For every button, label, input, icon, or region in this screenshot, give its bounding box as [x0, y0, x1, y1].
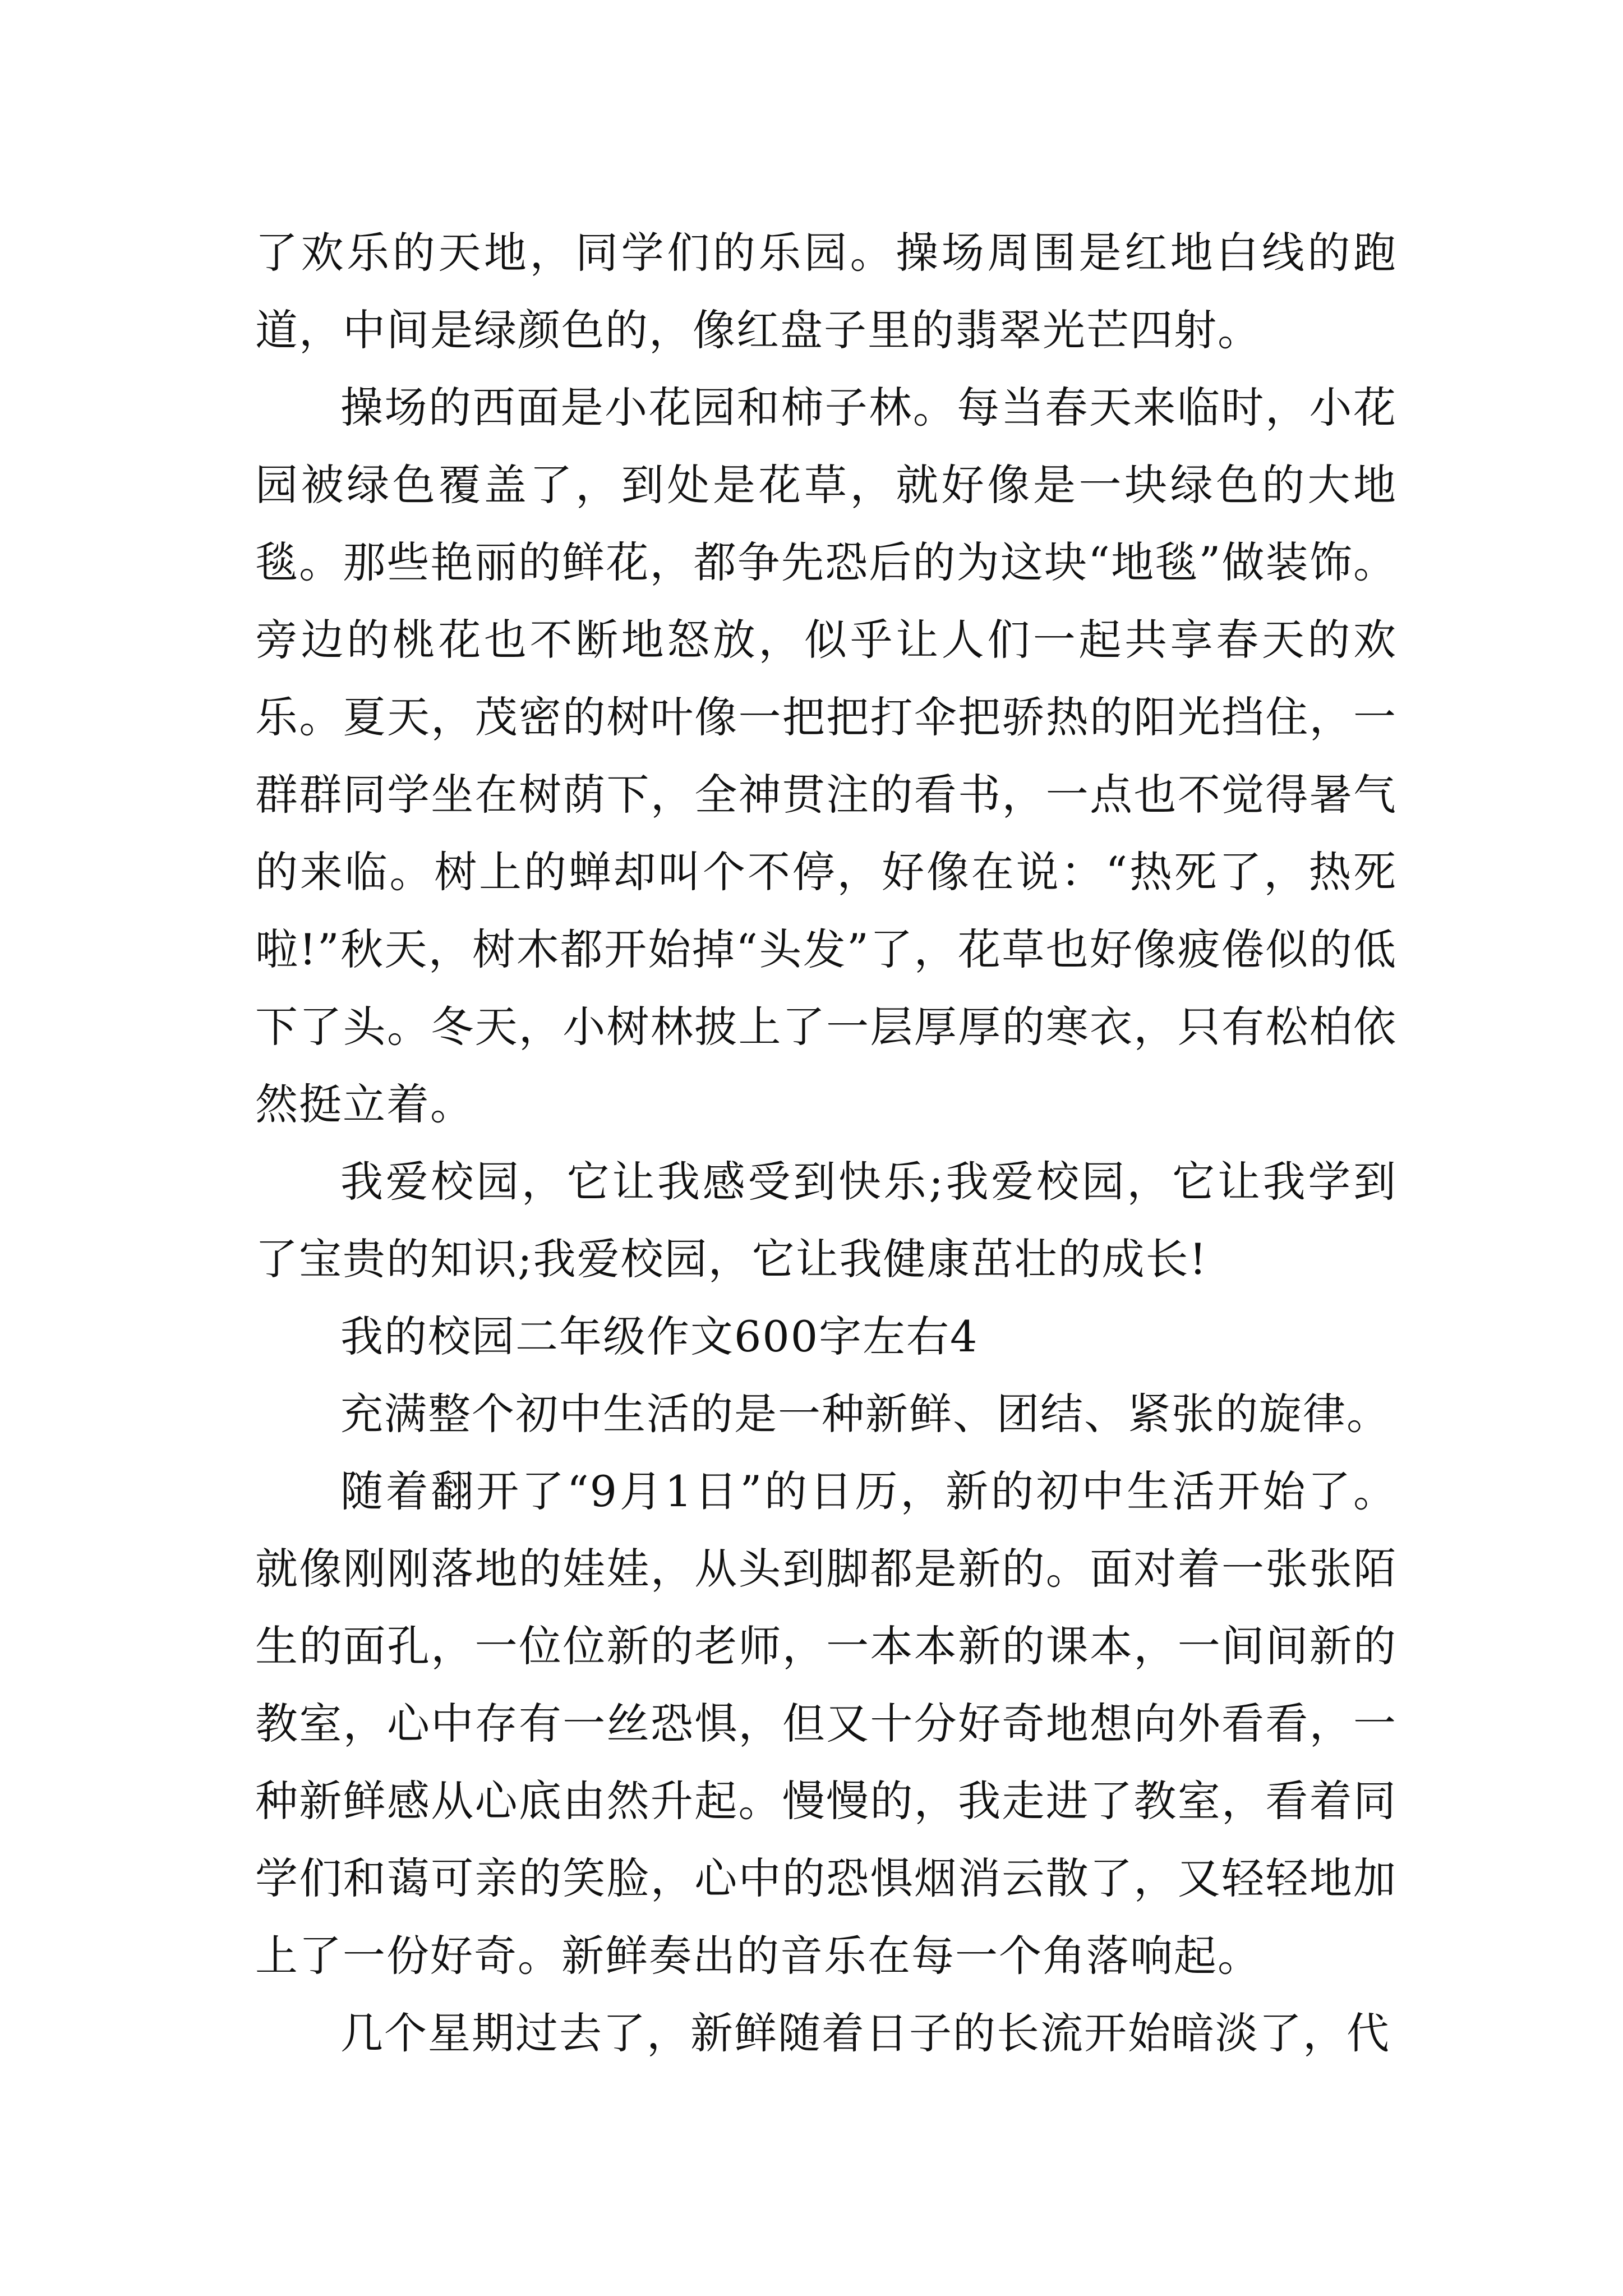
essay-body [255, 214, 1397, 2072]
paragraph-continuation: 了欢乐的天地，同学们的乐园。操场周围是红地白线的跑道，中间是绿颜色的，像红盘子里的翡翠光芒四射。 [255, 228, 1397, 355]
paragraph-love-campus: 我爱校园，它让我感受到快乐;我爱校园，它让我学到了宝贵的知识;我爱校园，它让我健康茁壮的成长! [255, 1157, 1397, 1284]
essay-heading: 我的校园二年级作文600字左右4 [340, 1312, 979, 1361]
paragraph-playground-west: 操场的西面是小花园和柿子林。每当春天来临时，小花园被绿色覆盖了，到处是花草，就好像是一块绿色的大地毯。那些艳丽的鲜花，都争先恐后的为这块“地毯”做装饰。旁边的桃花也不断地怒放，似乎让人们一起共享春天的欢乐。夏天，茂密的树叶像一把把打伞把骄热的阳光挡住，一群群同学坐在树荫下，全神贯注的看书，一点也不觉得暑气的来临。树上的蝉却叫个不停，好像在说：“热死了，热死啦!”秋天，树木都开始掉“头发”了，花草也好像疲倦似的低下了头。冬天，小树林披上了一层厚厚的寒衣，只有松柏依然挺立着。 [255, 383, 1397, 1129]
paragraph-weeks-later: 几个星期过去了，新鲜随着日子的长流开始暗淡了，代 [340, 2008, 1390, 2058]
paragraph-intro: 充满整个初中生活的是一种新鲜、团结、紧张的旋律。 [340, 1389, 1390, 1439]
paragraph-first-day: 随着翻开了“9月1日”的日历，新的初中生活开始了。就像刚刚落地的娃娃，从头到脚都是新的。面对着一张张陌生的面孔，一位位新的老师，一本本新的课本，一间间新的教室，心中存有一丝恐惧，但又十分好奇地想向外看看，一种新鲜感从心底由然升起。慢慢的，我走进了教室，看着同学们和蔼可亲的笑脸，心中的恐惧烟消云散了，又轻轻地加上了一份好奇。新鲜奏出的音乐在每一个角落响起。 [255, 1466, 1397, 1981]
